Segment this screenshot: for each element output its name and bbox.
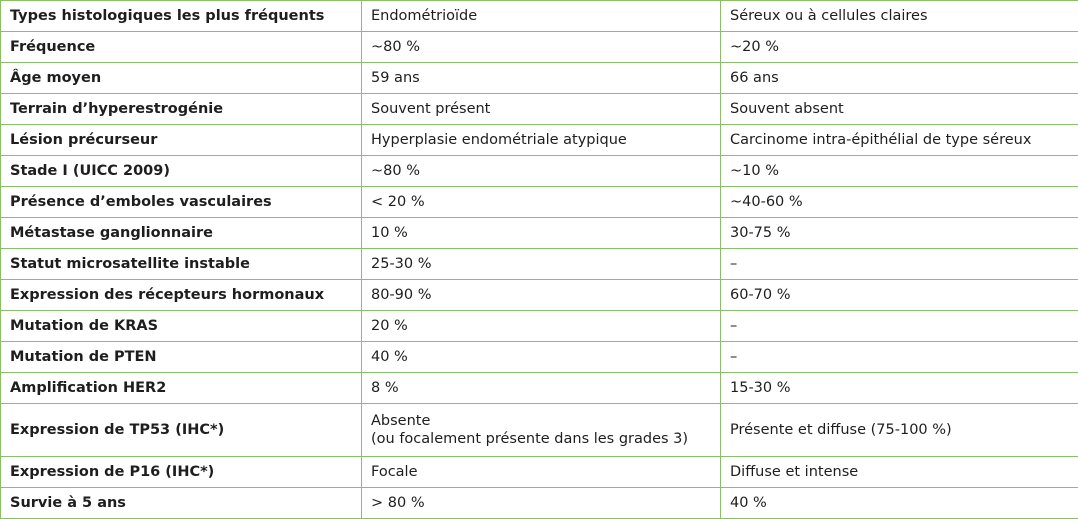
table-row	[1, 457, 1078, 488]
cell-endometrioide	[362, 373, 721, 404]
row-label: Expression des récepteurs hormonaux	[1, 280, 362, 311]
cell-text-line: ~80 %	[371, 162, 720, 180]
row-label: Métastase ganglionnaire	[1, 218, 362, 249]
cell-endometrioide	[362, 249, 721, 280]
table-row	[1, 63, 1078, 94]
cell-sereux	[721, 342, 1078, 373]
cell-text-line: 20 %	[371, 317, 720, 335]
header-row	[1, 1, 1078, 32]
cell-endometrioide	[362, 156, 721, 187]
cell-endometrioide	[362, 488, 721, 519]
row-label: Statut microsatellite instable	[1, 249, 362, 280]
cell-sereux	[721, 63, 1078, 94]
cell-text-line: 10 %	[371, 224, 720, 242]
row-label: Amplification HER2	[1, 373, 362, 404]
cell-text-line: 60-70 %	[730, 286, 1078, 304]
cell-text-line: 30-75 %	[730, 224, 1078, 242]
header-cell-types: Types histologiques les plus fréquents	[1, 1, 362, 32]
cell-sereux	[721, 488, 1078, 519]
cell-text-line: Focale	[371, 463, 720, 481]
cell-text-line: ~40-60 %	[730, 193, 1078, 211]
table-row	[1, 488, 1078, 519]
cell-text-line: (ou focalement présente dans les grades 3)	[371, 430, 720, 448]
cell-text-line: Souvent absent	[730, 100, 1078, 118]
row-label: Expression de P16 (IHC*)	[1, 457, 362, 488]
cell-endometrioide	[362, 125, 721, 156]
cell-text-line: < 20 %	[371, 193, 720, 211]
cell-endometrioide	[362, 280, 721, 311]
cell-sereux	[721, 373, 1078, 404]
row-label: Expression de TP53 (IHC*)	[1, 404, 362, 457]
cell-text-line: ~20 %	[730, 38, 1078, 56]
row-label: Présence d’emboles vasculaires	[1, 187, 362, 218]
table-row	[1, 187, 1078, 218]
cell-text-line: –	[730, 317, 1078, 335]
cell-text-line: > 80 %	[371, 494, 720, 512]
cell-endometrioide	[362, 187, 721, 218]
cell-sereux	[721, 404, 1078, 457]
table-row	[1, 218, 1078, 249]
cell-text-line: ~10 %	[730, 162, 1078, 180]
row-label: Stade I (UICC 2009)	[1, 156, 362, 187]
cell-text-line: 66 ans	[730, 69, 1078, 87]
row-label: Âge moyen	[1, 63, 362, 94]
table-row	[1, 342, 1078, 373]
cell-sereux	[721, 94, 1078, 125]
table-row	[1, 249, 1078, 280]
row-label: Lésion précurseur	[1, 125, 362, 156]
cell-endometrioide	[362, 311, 721, 342]
table-row	[1, 280, 1078, 311]
cell-sereux	[721, 457, 1078, 488]
cell-endometrioide	[362, 342, 721, 373]
header-cell-endometrioide: Endométrioïde	[362, 1, 721, 32]
table-row	[1, 404, 1078, 457]
table-row	[1, 373, 1078, 404]
cell-text-line: 25-30 %	[371, 255, 720, 273]
cell-text-line: 59 ans	[371, 69, 720, 87]
cell-text-line: Hyperplasie endométriale atypique	[371, 131, 720, 149]
cell-text-line: ~80 %	[371, 38, 720, 56]
cell-endometrioide	[362, 457, 721, 488]
table-row	[1, 94, 1078, 125]
cell-sereux	[721, 32, 1078, 63]
table-row	[1, 311, 1078, 342]
cell-sereux	[721, 187, 1078, 218]
row-label: Fréquence	[1, 32, 362, 63]
table-row	[1, 125, 1078, 156]
cell-text-line: Souvent présent	[371, 100, 720, 118]
row-label: Mutation de PTEN	[1, 342, 362, 373]
cell-endometrioide	[362, 404, 721, 457]
header-cell-sereux: Séreux ou à cellules claires	[721, 1, 1078, 32]
cell-text-line: 8 %	[371, 379, 720, 397]
cell-text-line: –	[730, 255, 1078, 273]
cell-sereux	[721, 311, 1078, 342]
cell-endometrioide	[362, 63, 721, 94]
cell-text-line: Carcinome intra-épithélial de type séreux	[730, 131, 1078, 149]
cell-endometrioide	[362, 32, 721, 63]
cell-text-line: Absente	[371, 412, 720, 430]
cell-text-line: –	[730, 348, 1078, 366]
cell-text-line: 40 %	[730, 494, 1078, 512]
cell-sereux	[721, 249, 1078, 280]
cell-sereux	[721, 156, 1078, 187]
row-label: Mutation de KRAS	[1, 311, 362, 342]
cell-text-line: 15-30 %	[730, 379, 1078, 397]
cell-sereux	[721, 218, 1078, 249]
cell-sereux	[721, 125, 1078, 156]
row-label: Survie à 5 ans	[1, 488, 362, 519]
cell-text-line: 40 %	[371, 348, 720, 366]
cell-endometrioide	[362, 94, 721, 125]
table-row	[1, 32, 1078, 63]
cell-text-line: Présente et diffuse (75-100 %)	[730, 421, 1078, 439]
cell-endometrioide	[362, 218, 721, 249]
cell-text-line: Diffuse et intense	[730, 463, 1078, 481]
cell-text-line: 80-90 %	[371, 286, 720, 304]
cell-sereux	[721, 280, 1078, 311]
table-row	[1, 156, 1078, 187]
row-label: Terrain d’hyperestrogénie	[1, 94, 362, 125]
